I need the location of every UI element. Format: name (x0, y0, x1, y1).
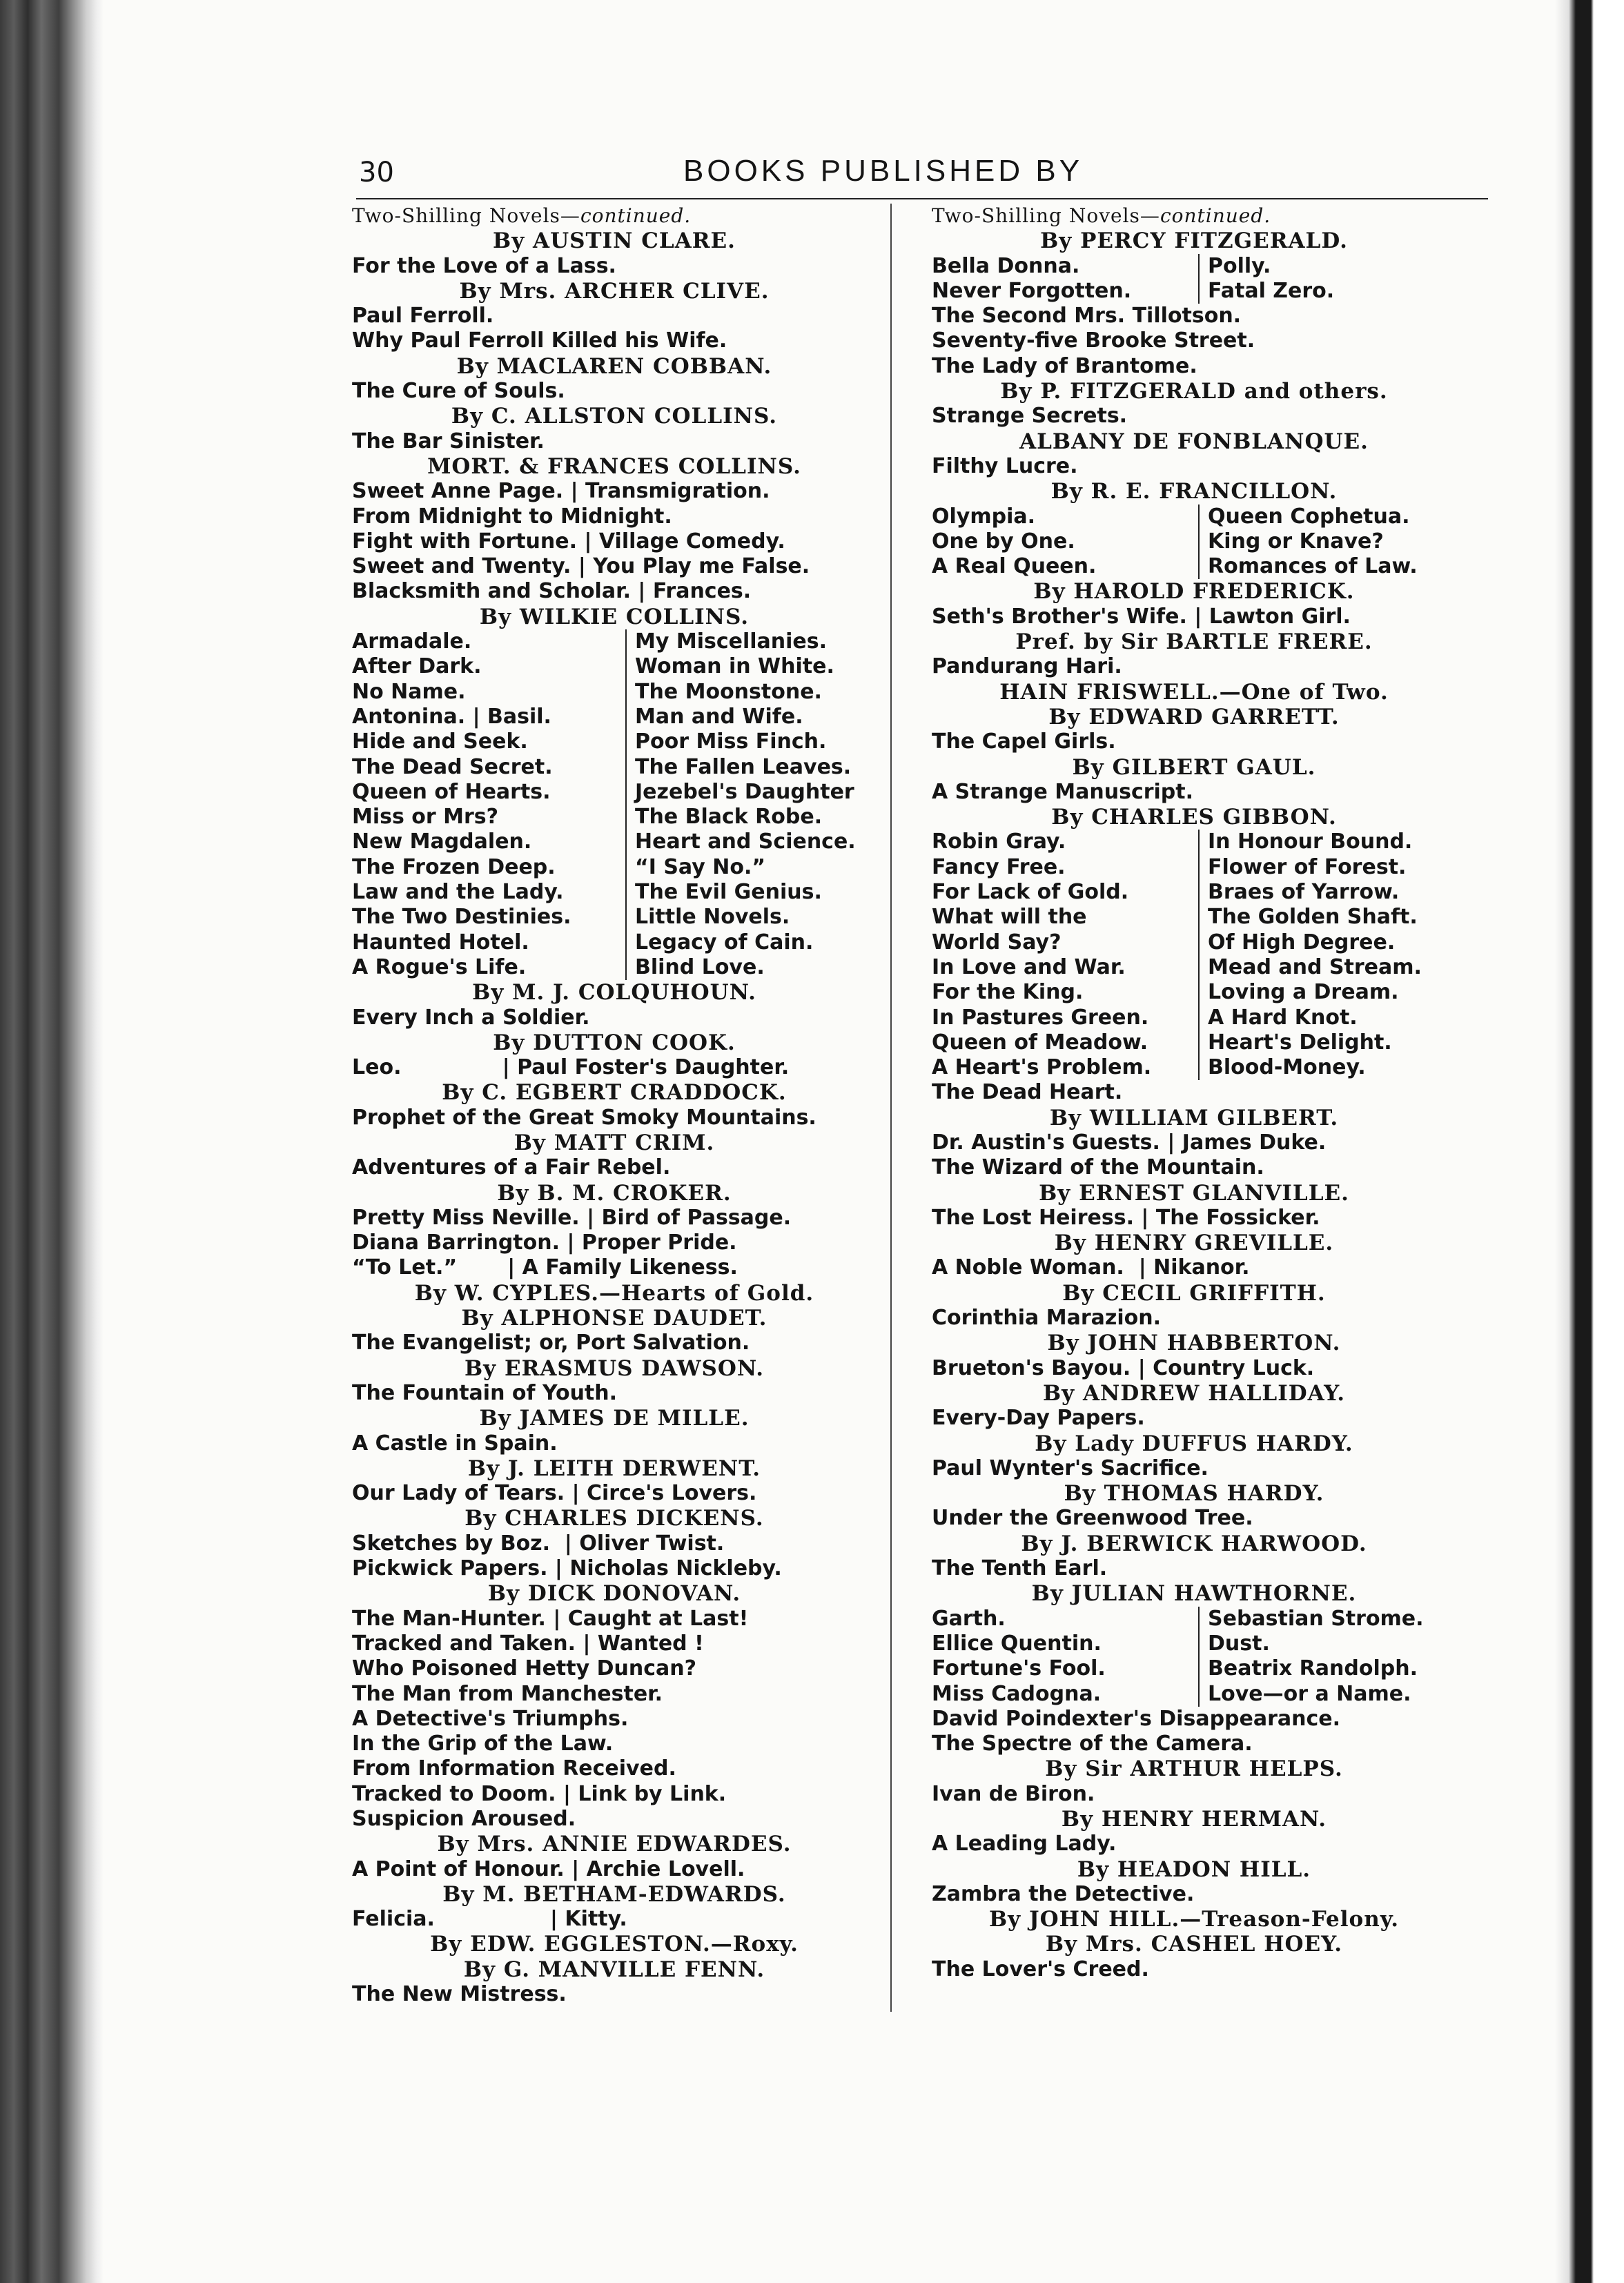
section-heading-continued: continued. (1160, 204, 1271, 227)
book-title: New Magdalen. (352, 830, 532, 854)
title-separator (1198, 1030, 1200, 1055)
book-title-line: Sweet and Twenty. | You Play me False. (352, 554, 810, 579)
book-title-line: A Detective's Triumphs. (352, 1706, 629, 1731)
book-title-line: Brueton's Bayou. | Country Luck. (932, 1355, 1315, 1380)
author-heading: By WILKIE COLLINS. (479, 604, 750, 629)
book-title-line: Felicia. | Kitty. (352, 1907, 627, 1932)
section-heading-text: Two-Shilling Novels— (352, 204, 580, 227)
author-heading: By W. CYPLES.—Hearts of Gold. (414, 1280, 814, 1306)
book-title-line: Why Paul Ferroll Killed his Wife. (352, 329, 727, 353)
book-title-line: Seth's Brother's Wife. | Lawton Girl. (932, 604, 1351, 629)
author-heading: By Mrs. CASHEL HOEY. (1045, 1932, 1343, 1957)
title-separator (625, 705, 627, 729)
book-title: The Frozen Deep. (352, 854, 556, 879)
book-title: Sebastian Strome. (1208, 1606, 1424, 1631)
book-title-line: Dr. Austin's Guests. | James Duke. (932, 1130, 1327, 1155)
book-title-line: Our Lady of Tears. | Circe's Lovers. (352, 1481, 757, 1506)
header-rule (356, 198, 1488, 199)
book-title: A Rogue's Life. (352, 954, 527, 979)
book-title: Robin Gray. (932, 830, 1066, 854)
book-title: For the King. (932, 980, 1084, 1005)
title-separator (1198, 980, 1200, 1005)
section-heading (352, 204, 877, 228)
author-heading: By AUSTIN CLARE. (493, 228, 736, 254)
book-title: Woman in White. (635, 654, 834, 679)
book-title: For Lack of Gold. (932, 880, 1129, 905)
author-heading: By R. E. FRANCILLON. (1050, 479, 1338, 504)
title-pair-line (352, 729, 877, 754)
book-title-line: The Spectre of the Camera. (932, 1732, 1253, 1756)
title-pair-line (352, 955, 877, 980)
author-heading: By HAROLD FREDERICK. (1033, 579, 1355, 605)
title-separator (1198, 880, 1200, 905)
title-separator (625, 955, 627, 980)
book-title: Miss Cadogna. (932, 1681, 1102, 1706)
author-heading: By ANDREW HALLIDAY. (1042, 1380, 1346, 1406)
book-title: Man and Wife. (635, 704, 803, 729)
book-title: King or Knave? (1208, 529, 1384, 553)
title-pair-line (352, 905, 877, 930)
title-separator (1198, 1006, 1200, 1030)
book-title: Blind Love. (635, 954, 765, 979)
title-separator (625, 930, 627, 955)
book-title-line: Adventures of a Fair Rebel. (352, 1155, 671, 1180)
author-heading: By HENRY GREVILLE. (1054, 1231, 1334, 1256)
book-title-line: The Bar Sinister. (352, 429, 545, 453)
author-heading: By ERASMUS DAWSON. (464, 1355, 765, 1381)
book-title: Polly. (1208, 253, 1271, 278)
book-title-line: “To Let.” | A Family Likeness. (352, 1255, 738, 1280)
author-heading: By DUTTON COOK. (493, 1030, 736, 1055)
book-title: In Love and War. (932, 954, 1126, 979)
book-title-line: Pretty Miss Neville. | Bird of Passage. (352, 1205, 792, 1230)
title-pair-line (932, 254, 1456, 279)
title-pair-line (932, 1006, 1456, 1030)
book-title-line: Blacksmith and Scholar. | Frances. (352, 579, 752, 604)
book-title: Mead and Stream. (1208, 954, 1422, 979)
book-title-line: The Tenth Earl. (932, 1556, 1108, 1581)
author-heading: By B. M. CROKER. (497, 1180, 732, 1206)
title-pair-line (932, 1607, 1456, 1632)
book-title-line: The Fountain of Youth. (352, 1380, 618, 1405)
author-heading: By J. BERWICK HARWOOD. (1021, 1531, 1367, 1556)
author-heading: By CECIL GRIFFITH. (1062, 1280, 1326, 1306)
book-title-line: The Second Mrs. Tillotson. (932, 304, 1242, 329)
title-separator (625, 905, 627, 930)
book-title: My Miscellanies. (635, 629, 828, 654)
book-title: Romances of Law. (1208, 554, 1418, 579)
book-title: Haunted Hotel. (352, 930, 529, 954)
author-heading: By HEADON HILL. (1077, 1856, 1311, 1882)
book-title-line: Leo. | Paul Foster's Daughter. (352, 1055, 790, 1080)
book-title: The Evil Genius. (635, 880, 822, 905)
author-heading: By Mrs. ARCHER CLIVE. (459, 278, 770, 304)
title-separator (1198, 1656, 1200, 1681)
title-separator (1198, 855, 1200, 880)
book-title-line: The Wizard of the Mountain. (932, 1155, 1264, 1180)
title-pair-line (932, 1632, 1456, 1656)
book-title-line: Seventy-five Brooke Street. (932, 329, 1255, 353)
section-heading-continued: continued. (580, 204, 692, 227)
author-heading: By ERNEST GLANVILLE. (1039, 1180, 1349, 1206)
running-title: BOOKS PUBLISHED BY (683, 154, 1084, 188)
book-title: The Two Destinies. (352, 905, 571, 930)
book-title: The Dead Secret. (352, 754, 553, 779)
book-title-line: The Lady of Brantome. (932, 353, 1197, 378)
book-title: The Black Robe. (635, 805, 823, 830)
book-title: Fatal Zero. (1208, 278, 1335, 303)
title-pair-line (352, 680, 877, 705)
author-heading: By ALPHONSE DAUDET. (461, 1306, 767, 1331)
book-title-line: Fight with Fortune. | Village Comedy. (352, 529, 785, 553)
title-separator (1198, 1607, 1200, 1632)
book-title: Law and the Lady. (352, 880, 564, 905)
author-heading: By EDWARD GARRETT. (1048, 704, 1340, 729)
book-title: Miss or Mrs? (352, 805, 499, 830)
book-title-line: A Strange Manuscript. (932, 779, 1194, 804)
book-title-line: Sweet Anne Page. | Transmigration. (352, 479, 770, 504)
title-pair-line (352, 930, 877, 955)
book-title-line: A Leading Lady. (932, 1832, 1117, 1856)
book-title-line: From Information Received. (352, 1756, 676, 1781)
book-title: What will the (932, 905, 1087, 930)
author-heading: By P. FITZGERALD and others. (1000, 379, 1388, 404)
book-title-line: Zambra the Detective. (932, 1881, 1195, 1906)
title-pair-line (932, 1656, 1456, 1681)
title-separator (1198, 930, 1200, 955)
author-heading: By GILBERT GAUL. (1072, 754, 1316, 780)
book-title: Armadale. (352, 629, 472, 654)
book-title-line: Tracked and Taken. | Wanted ! (352, 1631, 704, 1656)
author-heading: By Lady DUFFUS HARDY. (1035, 1431, 1353, 1456)
book-title-line: Every-Day Papers. (932, 1406, 1145, 1431)
book-title: Olympia. (932, 504, 1035, 529)
book-title-line: Under the Greenwood Tree. (932, 1506, 1253, 1531)
book-title-line: A Noble Woman. | Nikanor. (932, 1255, 1250, 1280)
book-title: The Fallen Leaves. (635, 754, 852, 779)
title-separator (1198, 955, 1200, 980)
title-pair-line (352, 654, 877, 679)
book-title: Queen Cophetua. (1208, 504, 1410, 529)
title-separator (1198, 504, 1200, 529)
title-separator (1198, 1682, 1200, 1707)
book-title-line: In the Grip of the Law. (352, 1732, 614, 1756)
book-title: Dust. (1208, 1631, 1270, 1656)
book-title: Fancy Free. (932, 854, 1066, 879)
author-heading: ALBANY DE FONBLANQUE. (1019, 429, 1369, 454)
author-heading: By PERCY FITZGERALD. (1040, 228, 1348, 254)
author-heading: By EDW. EGGLESTON.—Roxy. (430, 1932, 799, 1957)
title-pair-line (932, 1055, 1456, 1080)
title-separator (625, 880, 627, 905)
right-column (932, 204, 1456, 1982)
book-title: A Heart's Problem. (932, 1055, 1152, 1080)
title-pair-line (932, 855, 1456, 880)
author-heading: By MACLAREN COBBAN. (456, 353, 772, 379)
book-title-line: The Dead Heart. (932, 1080, 1123, 1105)
title-pair-line (932, 930, 1456, 955)
book-title: Heart's Delight. (1208, 1030, 1392, 1055)
book-title-line: Who Poisoned Hetty Duncan? (352, 1656, 697, 1681)
running-head (324, 148, 1463, 197)
book-title: Jezebel's Daughter (635, 779, 854, 804)
title-pair-line (352, 880, 877, 905)
book-title-line: From Midnight to Midnight. (352, 504, 672, 529)
book-title: World Say? (932, 930, 1062, 954)
book-title: One by One. (932, 529, 1075, 553)
book-title: Ellice Quentin. (932, 1631, 1102, 1656)
title-pair-line (932, 905, 1456, 930)
book-title-line: The Capel Girls. (932, 729, 1116, 754)
book-title: Beatrix Randolph. (1208, 1656, 1418, 1681)
book-title: Blood-Money. (1208, 1055, 1366, 1080)
title-separator (625, 830, 627, 854)
author-heading: By C. EGBERT CRADDOCK. (442, 1080, 787, 1106)
book-title-line: A Point of Honour. | Archie Lovell. (352, 1856, 745, 1881)
book-title-line: Pandurang Hari. (932, 654, 1122, 679)
title-separator (625, 729, 627, 754)
author-heading: By JAMES DE MILLE. (479, 1406, 750, 1431)
page-number: 30 (359, 157, 394, 188)
book-title-line: A Castle in Spain. (352, 1431, 558, 1456)
book-title: Flower of Forest. (1208, 854, 1407, 879)
book-title: In Pastures Green. (932, 1005, 1149, 1030)
title-pair-line (932, 554, 1456, 579)
book-title-line: Paul Ferroll. (352, 304, 494, 329)
book-title: Bella Donna. (932, 253, 1080, 278)
book-title: A Real Queen. (932, 554, 1097, 579)
title-separator (1198, 279, 1200, 304)
book-title-line: Corinthia Marazion. (932, 1306, 1161, 1331)
book-title: Of High Degree. (1208, 930, 1396, 954)
book-title-line: Filthy Lucre. (932, 453, 1078, 478)
book-title: Queen of Hearts. (352, 779, 551, 804)
title-pair-line (352, 629, 877, 654)
title-separator (625, 755, 627, 780)
book-title: Poor Miss Finch. (635, 729, 827, 754)
author-heading: HAIN FRISWELL.—One of Two. (999, 679, 1389, 705)
book-title: Love—or a Name. (1208, 1681, 1411, 1706)
title-pair-line (352, 780, 877, 805)
book-title-line: The Evangelist; or, Port Salvation. (352, 1331, 750, 1355)
title-pair-line (352, 830, 877, 854)
book-title-line: Pickwick Papers. | Nicholas Nickleby. (352, 1556, 782, 1581)
title-pair-line (932, 279, 1456, 304)
title-pair-line (932, 1030, 1456, 1055)
title-pair-line (352, 705, 877, 729)
author-heading: By M. BETHAM-EDWARDS. (442, 1881, 786, 1907)
book-title: Antonina. | Basil. (352, 704, 551, 729)
book-title: Braes of Yarrow. (1208, 880, 1400, 905)
book-title: No Name. (352, 679, 466, 704)
title-pair-line (932, 529, 1456, 554)
book-edge-shadow (1555, 0, 1624, 2283)
title-pair-line (932, 830, 1456, 854)
author-heading: By G. MANVILLE FENN. (463, 1957, 765, 1982)
author-heading: By M. J. COLQUHOUN. (472, 980, 756, 1006)
book-title-line: Paul Wynter's Sacrifice. (932, 1456, 1209, 1480)
title-separator (1198, 254, 1200, 279)
book-title-line: David Poindexter's Disappearance. (932, 1706, 1341, 1731)
author-heading: MORT. & FRANCES COLLINS. (427, 453, 801, 479)
author-heading: By MATT CRIM. (513, 1130, 715, 1155)
title-pair-line (352, 805, 877, 830)
book-title: After Dark. (352, 654, 482, 679)
left-column (352, 204, 877, 2007)
book-title-line: Diana Barrington. | Proper Pride. (352, 1231, 737, 1255)
book-title: “I Say No.” (635, 854, 766, 879)
title-separator (1198, 830, 1200, 854)
author-heading: By JOHN HILL.—Treason-Felony. (988, 1907, 1400, 1932)
book-title-line: The Lover's Creed. (932, 1957, 1149, 1981)
book-title-line: The New Mistress. (352, 1982, 567, 2007)
book-page (324, 141, 1463, 2046)
author-heading: By THOMAS HARDY. (1064, 1481, 1324, 1507)
book-title: Queen of Meadow. (932, 1030, 1148, 1055)
title-pair-line (932, 980, 1456, 1005)
title-separator (625, 629, 627, 654)
author-heading: By C. ALLSTON COLLINS. (451, 404, 778, 429)
title-pair-line (352, 755, 877, 780)
title-separator (625, 855, 627, 880)
book-title: Legacy of Cain. (635, 930, 814, 954)
title-pair-line (352, 855, 877, 880)
title-pair-line (932, 955, 1456, 980)
book-title-line: Ivan de Biron. (932, 1781, 1095, 1806)
author-heading: By CHARLES GIBBON. (1051, 805, 1337, 830)
column-divider (890, 204, 892, 2012)
author-heading: By JULIAN HAWTHORNE. (1031, 1581, 1357, 1607)
title-separator (625, 680, 627, 705)
book-title: Heart and Science. (635, 830, 856, 854)
book-title: Never Forgotten. (932, 278, 1132, 303)
title-pair-line (932, 1682, 1456, 1707)
author-heading: By J. LEITH DERWENT. (467, 1456, 761, 1481)
title-pair-line (932, 504, 1456, 529)
book-title-line: Tracked to Doom. | Link by Link. (352, 1781, 727, 1806)
title-separator (1198, 529, 1200, 554)
title-separator (625, 780, 627, 805)
book-title: In Honour Bound. (1208, 830, 1413, 854)
book-title-line: Prophet of the Great Smoky Mountains. (352, 1105, 816, 1130)
author-heading: By CHARLES DICKENS. (464, 1506, 764, 1531)
author-heading: By WILLIAM GILBERT. (1049, 1105, 1339, 1130)
book-title: The Golden Shaft. (1208, 905, 1418, 930)
book-title: A Hard Knot. (1208, 1005, 1358, 1030)
author-heading: By Mrs. ANNIE EDWARDES. (437, 1832, 792, 1857)
book-title-line: Strange Secrets. (932, 404, 1128, 429)
title-separator (625, 805, 627, 830)
book-title-line: Every Inch a Soldier. (352, 1005, 590, 1030)
book-title: Fortune's Fool. (932, 1656, 1106, 1681)
title-pair-line (932, 880, 1456, 905)
book-title-line: The Man-Hunter. | Caught at Last! (352, 1606, 749, 1631)
book-title: Loving a Dream. (1208, 980, 1399, 1005)
title-separator (1198, 1055, 1200, 1080)
book-title: Garth. (932, 1606, 1006, 1631)
book-title: The Moonstone. (635, 679, 822, 704)
author-heading: By JOHN HABBERTON. (1047, 1331, 1341, 1356)
title-separator (625, 654, 627, 679)
book-spine-shadow (0, 0, 104, 2283)
section-heading (932, 204, 1456, 228)
author-heading: Pref. by Sir BARTLE FRERE. (1015, 629, 1373, 655)
section-heading-text: Two-Shilling Novels— (932, 204, 1160, 227)
book-title-line: The Lost Heiress. | The Fossicker. (932, 1205, 1320, 1230)
title-separator (1198, 905, 1200, 930)
book-title-line: The Cure of Souls. (352, 379, 565, 404)
book-title-line: For the Love of a Lass. (352, 253, 616, 278)
book-title: Little Novels. (635, 905, 790, 930)
author-heading: By Sir ARTHUR HELPS. (1045, 1756, 1343, 1782)
book-title: Hide and Seek. (352, 729, 528, 754)
book-title-line: Sketches by Boz. | Oliver Twist. (352, 1531, 725, 1556)
book-title-line: The Man from Manchester. (352, 1681, 663, 1706)
title-separator (1198, 554, 1200, 579)
author-heading: By HENRY HERMAN. (1061, 1807, 1327, 1832)
author-heading: By DICK DONOVAN. (487, 1581, 741, 1607)
title-separator (1198, 1632, 1200, 1656)
book-title-line: Suspicion Aroused. (352, 1807, 576, 1831)
